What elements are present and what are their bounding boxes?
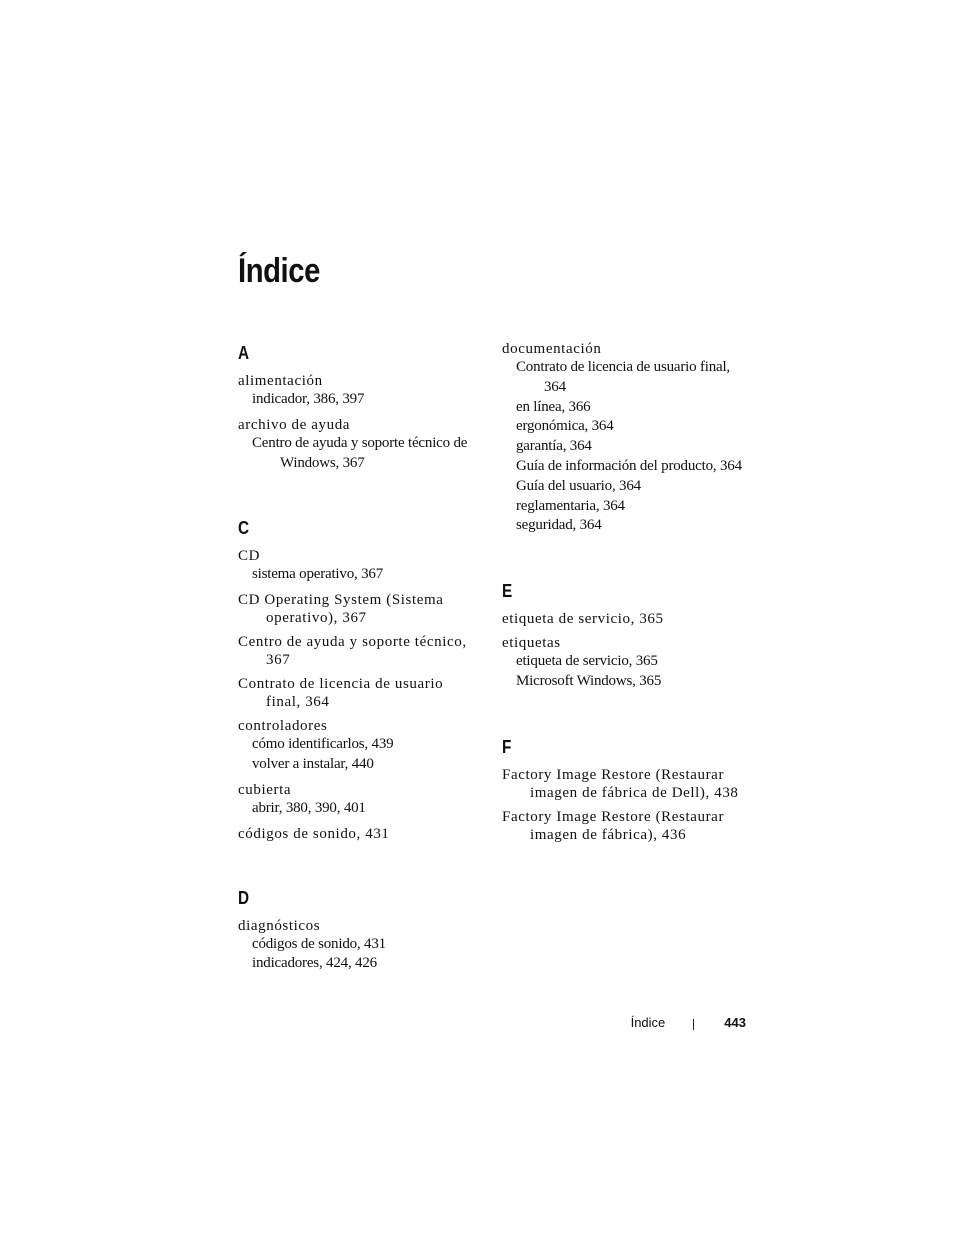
index-subentry: ergonómica, 364: [516, 418, 614, 435]
section-letter: D: [238, 887, 250, 908]
page-footer: [631, 1015, 746, 1030]
index-subentry: Guía de información del producto, 364: [516, 457, 742, 474]
index-term: controladores: [238, 718, 328, 735]
index-section: [502, 340, 742, 536]
index-entry: [502, 610, 742, 628]
index-section: [502, 734, 742, 844]
index-subentry: etiqueta de servicio, 365: [516, 653, 658, 670]
index-term: CD: [238, 548, 261, 565]
page-title: Índice: [238, 252, 320, 290]
index-section: [238, 340, 478, 473]
index-term: diagnósticos: [238, 917, 321, 934]
index-subentry: reglamentaria, 364: [516, 497, 625, 514]
index-subentry: indicador, 386, 397: [252, 391, 365, 407]
index-subentry: Microsoft Windows, 365: [516, 672, 662, 689]
index-entry: [238, 781, 478, 819]
index-subentry: Guía del usuario, 364: [516, 477, 641, 494]
index-subentry: seguridad, 364: [516, 517, 602, 534]
index-entry: [238, 372, 478, 410]
index-subentry: garantía, 364: [516, 438, 592, 455]
index-subentry: Contrato de licencia de usuario final, 364: [516, 359, 730, 395]
index-subentry: sistema operativo, 367: [252, 566, 383, 583]
footer-separator: [693, 1019, 694, 1030]
index-entry: [238, 547, 478, 585]
section-letter: C: [238, 518, 250, 539]
index-entry: [238, 825, 478, 843]
index-section: [238, 515, 478, 842]
index-term: Contrato de licencia de usuario final, 364: [238, 676, 444, 711]
index-term: códigos de sonido, 431: [238, 825, 390, 842]
index-term: documentación: [502, 341, 602, 357]
index-term: etiquetas: [502, 635, 561, 652]
index-subentry: cómo identificarlos, 439: [252, 736, 394, 753]
index-subentry: abrir, 380, 390, 401: [252, 799, 366, 816]
index-subentry: en línea, 366: [516, 398, 591, 415]
index-entry: [238, 633, 478, 669]
section-letter: E: [502, 581, 513, 602]
index-section: [238, 885, 478, 975]
index-entry: [238, 675, 478, 711]
index-entry: [238, 917, 478, 975]
index-section: [502, 578, 742, 692]
index-term: etiqueta de servicio, 365: [502, 611, 664, 628]
index-entry: [238, 416, 478, 474]
index-entry: [502, 634, 742, 692]
index-entry: [502, 766, 742, 802]
index-term: CD Operating System (Sistema operativo), 367: [238, 592, 444, 627]
index-term: Centro de ayuda y soporte técnico, 367: [238, 634, 467, 669]
index-column-right: [502, 340, 742, 886]
index-entry: [502, 340, 742, 536]
section-letter: F: [502, 736, 512, 757]
index-subentry: códigos de sonido, 431: [252, 935, 386, 952]
index-subentry: Centro de ayuda y soporte técnico de Windows, 367: [252, 434, 468, 471]
footer-label: Índice: [630, 1015, 666, 1030]
index-entry: [502, 808, 742, 844]
index-subentry: volver a instalar, 440: [252, 755, 374, 772]
index-term: cubierta: [238, 781, 292, 798]
section-letter: A: [238, 343, 250, 363]
index-term: archivo de ayuda: [238, 416, 351, 433]
index-entry: [238, 591, 478, 627]
index-term: Factory Image Restore (Restaurar imagen de fábrica de Dell), 438: [502, 766, 739, 801]
index-entry: [238, 717, 478, 775]
page-number: 443: [724, 1015, 746, 1030]
index-term: Factory Image Restore (Restaurar imagen de fábrica), 436: [502, 808, 725, 843]
index-column-left: [238, 340, 478, 1016]
index-term: alimentación: [238, 373, 323, 389]
index-subentry: indicadores, 424, 426: [252, 955, 377, 972]
